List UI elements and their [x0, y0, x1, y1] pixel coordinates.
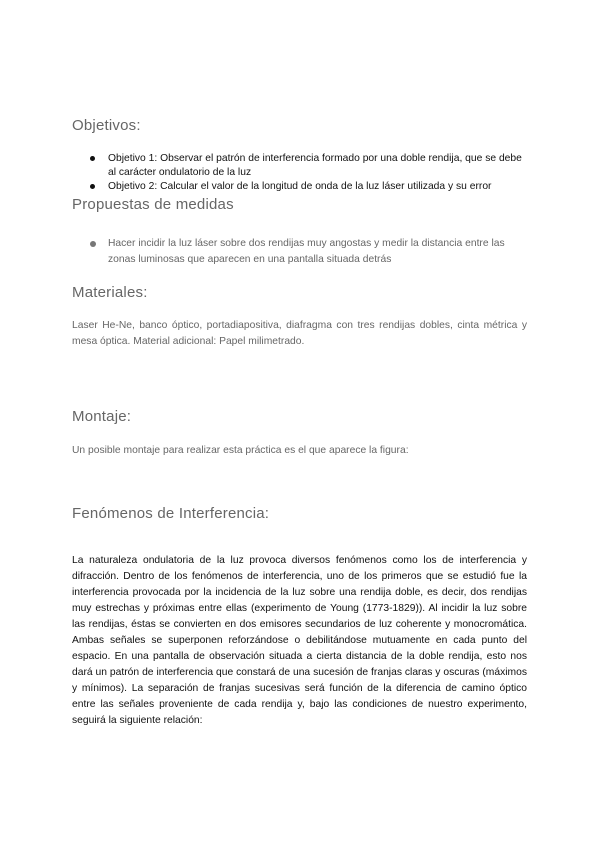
bullet-icon — [90, 241, 96, 247]
list-item — [90, 180, 530, 194]
objetivos-heading: Objetivos: — [72, 117, 141, 134]
materiales-text: Laser He-Ne, banco óptico, portadiapositiva, diafragma con tres rendijas dobles, cinta métrica y mesa óptica. Material adicional: Papel milimetrado. — [72, 320, 527, 347]
bullet-icon — [90, 156, 95, 161]
list-item — [90, 236, 530, 268]
objetivo-1-text: Objetivo 1: Observar el patrón de interferencia formado por una doble rendija, que se debe al carácter ondulatorio de la luz — [108, 153, 522, 178]
list-item — [90, 152, 530, 180]
montaje-text: Un posible montaje para realizar esta práctica es el que aparece la figura: — [72, 445, 409, 456]
bullet-icon — [90, 184, 95, 189]
fenomenos-text: La naturaleza ondulatoria de la luz provoca diversos fenómenos como los de interferencia y difracción. Dentro de los fenómenos de interferencia, uno de los primeros que se estudió fue la interferencia provocada por la incidencia de la luz sobre una rendija doble, es decir, dos rendijas muy estrechas y próximas entre ellas (experimento de Young (1773-1829)). Al incidir la luz sobre las rendijas, éstas se convierten en dos emisores secundarios de luz coherente y monocromática. Ambas señales se superponen reforzándose o debilitándose mutuamente en cada punto del espacio. En una pantalla de observación situada a cierta distancia de la doble rendija, esto nos dará un patrón de interferencia que constará de una sucesión de franjas claras y oscuras (máximos y mínimos). La separación de franjas sucesivas será función de la diferencia de camino óptico entre las señales proveniente de cada rendija y, bajo las condiciones de nuestro experimento, seguirá la siguiente relación: — [72, 555, 527, 726]
objetivo-2-text: Objetivo 2: Calcular el valor de la longitud de onda de la luz láser utilizada y su error — [108, 181, 492, 192]
materiales-heading: Materiales: — [72, 284, 148, 301]
propuesta-1-text: Hacer incidir la luz láser sobre dos rendijas muy angostas y medir la distancia entre las zonas luminosas que aparecen en una pantalla situada detrás — [108, 238, 505, 265]
propuestas-heading: Propuestas de medidas — [72, 196, 234, 213]
fenomenos-heading: Fenómenos de Interferencia: — [72, 505, 270, 522]
objetivos-list — [90, 152, 530, 194]
propuestas-list — [90, 236, 530, 268]
montaje-heading: Montaje: — [72, 408, 132, 425]
